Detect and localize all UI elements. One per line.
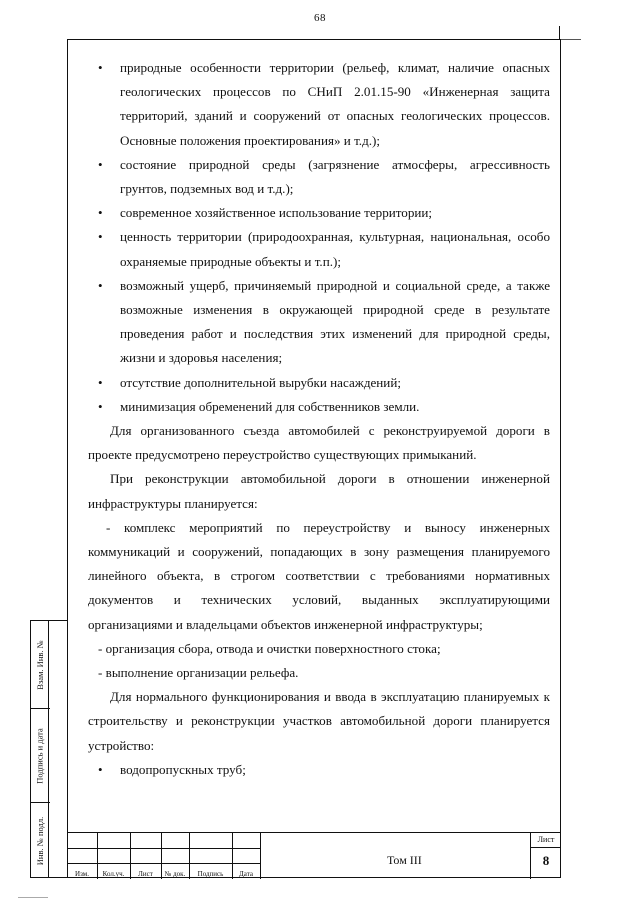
page-number: 68 xyxy=(314,12,326,24)
volume-label: Том III xyxy=(387,853,422,867)
list-item: • отсутствие дополнительной вырубки насаждений; xyxy=(88,371,550,395)
sheet-box xyxy=(530,833,561,879)
side-label-podpis: Подпись и дата xyxy=(35,727,46,784)
bullet-list-bottom xyxy=(88,758,550,782)
side-label-vzam: Взам. Инв. № xyxy=(35,639,45,690)
sheet-divider xyxy=(531,847,561,848)
list-item: • состояние природной среды (загрязнение атмосферы, агрессивность грунтов, подземных вод и т.д.); xyxy=(88,153,550,201)
dash-item: - комплекс мероприятий по переустройству и выносу инженерных коммуникаций и сооружений, попадающих в зону размещения планируемого линейного объекта, в строгом соответствии с требованиями нормативных документов и технических условий, выданных эксплуатирующими организациями и владельцами объектов инженерной инфраструктуры; xyxy=(88,519,550,632)
col-label-podpis: Подпись xyxy=(197,870,224,878)
scan-mark xyxy=(18,897,48,898)
list-item: • современное хозяйственное использование территории; xyxy=(88,201,550,225)
list-item: • минимизация обременений для собственников земли. xyxy=(88,395,550,419)
list-item: • возможный ущерб, причиняемый природной и социальной среде, а также возможные изменения в окружающей природной среде в результате проведения работ и последствия этих изменений для природной среды, жизни и здоровья населения; xyxy=(88,274,550,371)
frame-top-tick xyxy=(559,26,560,40)
document-body xyxy=(88,56,550,782)
dash-item: - организация сбора, отвода и очистки поверхностного стока; xyxy=(98,640,441,656)
sheet-label: Лист xyxy=(537,835,555,844)
side-cell-podpis xyxy=(30,708,50,802)
frame-right-tick xyxy=(561,39,581,40)
col-label-kol: Кол.уч. xyxy=(102,870,125,878)
paragraph-normal: Для нормального функционирования и ввода в эксплуатацию планируемых к строительству и реконструкции участков автомобильной дороги планируется устройство: xyxy=(88,689,550,753)
title-block-grid xyxy=(67,833,260,879)
grid-line xyxy=(260,833,261,879)
list-item: • водопропускных труб; xyxy=(88,758,550,782)
side-stamp-inner xyxy=(48,620,67,878)
list-item: • ценность территории (природоохранная, культурная, национальная, особо охраняемые природные объекты и т.п.); xyxy=(88,225,550,273)
dash-item: - выполнение организации рельефа. xyxy=(98,665,299,681)
side-cell-vzam xyxy=(30,620,50,708)
paragraph-reconstruction: При реконструкции автомобильной дороги в отношении инженерной инфраструктуры планируется: xyxy=(88,471,550,511)
side-label-inv: Инв. № подл. xyxy=(35,816,45,865)
col-label-doc: № док. xyxy=(164,870,186,878)
col-label-date: Дата xyxy=(239,870,253,878)
title-block xyxy=(67,832,561,879)
col-label-izm: Изм. xyxy=(75,870,89,878)
side-cell-inv xyxy=(30,802,50,878)
col-label-list: Лист xyxy=(138,870,153,878)
list-item: • природные особенности территории (рельеф, климат, наличие опасных геологических процессов по СНиП 2.01.15-90 «Инженерная защита территорий, зданий и сооружений от опасных геологических процессов. Основные положения проектирования» и т.д.); xyxy=(88,56,550,153)
sheet-number: 8 xyxy=(542,853,550,868)
bullet-list-top xyxy=(88,56,550,419)
paragraph-entrance: Для организованного съезда автомобилей с реконструируемой дороги в проекте предусмотрено переустройство существующих примыканий. xyxy=(88,423,550,463)
